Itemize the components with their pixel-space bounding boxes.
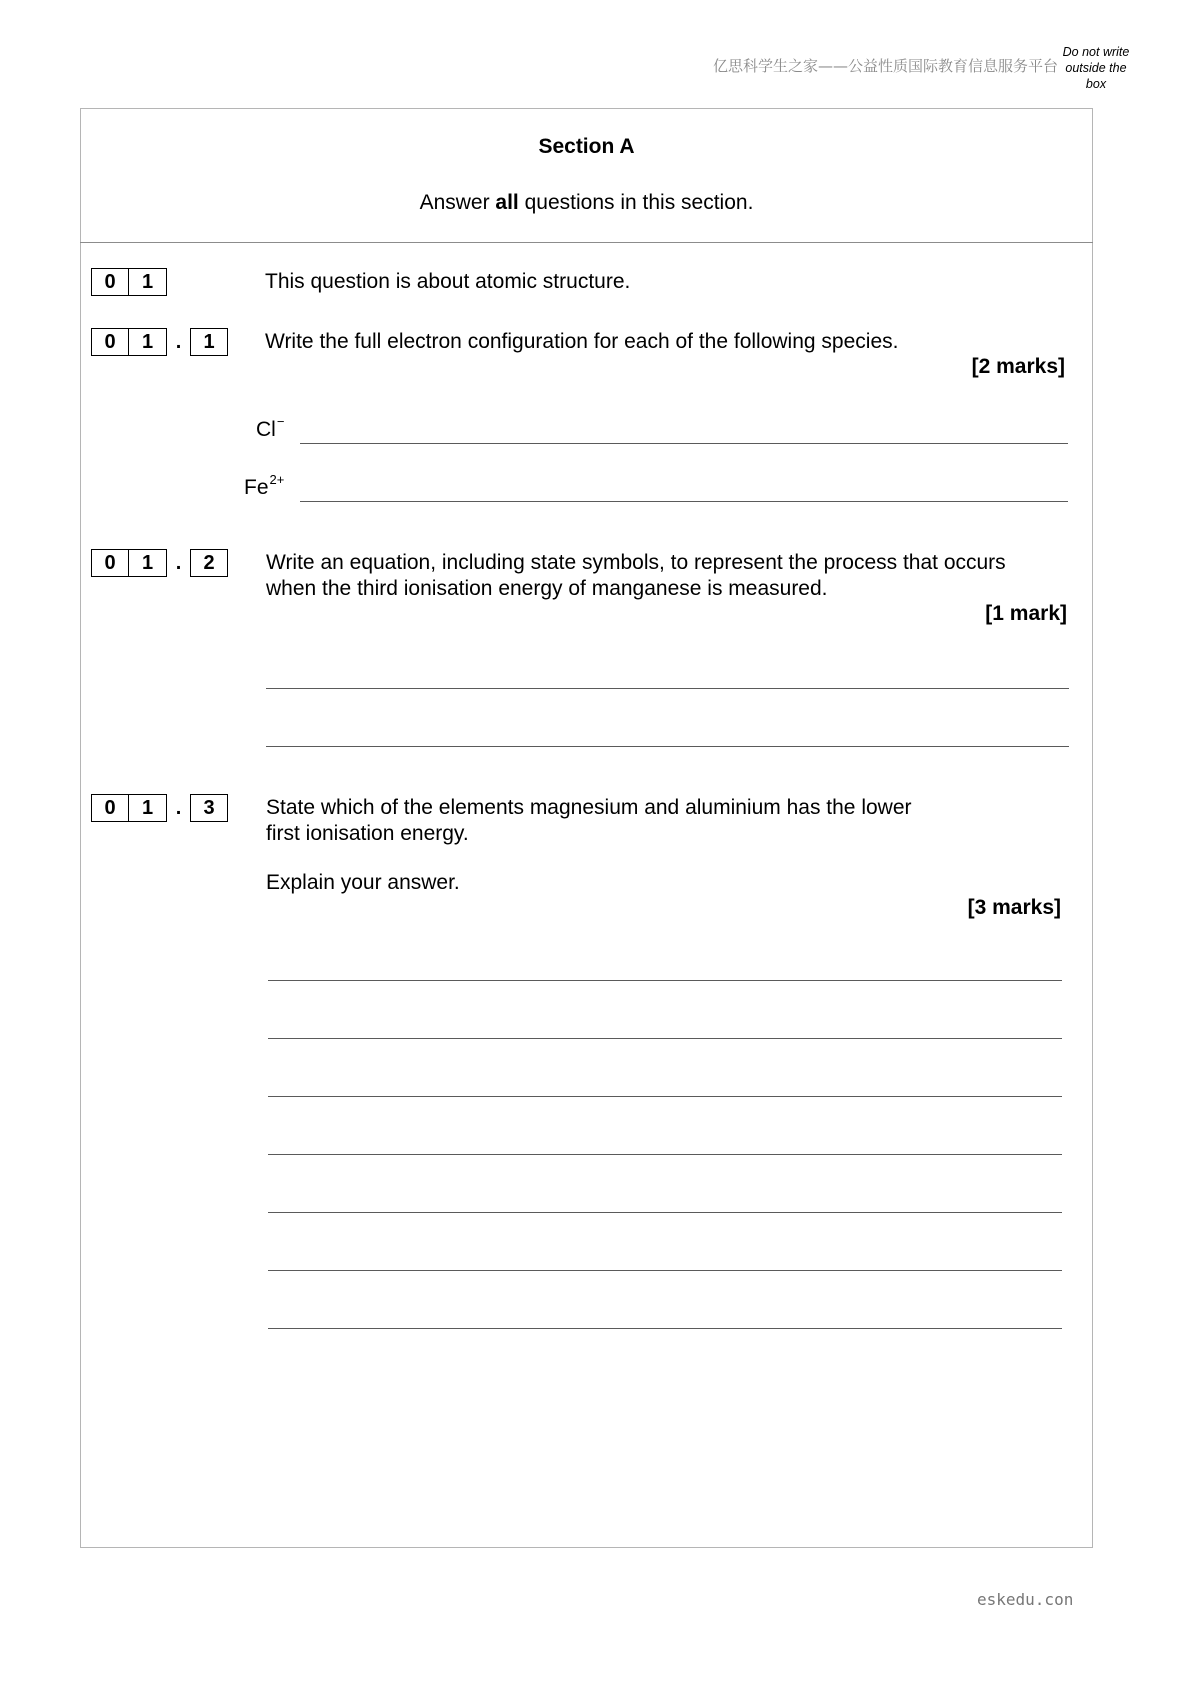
question-digit: 0 (91, 328, 129, 356)
question-01-2-marks: [1 mark] (985, 602, 1067, 625)
answer-box-frame (80, 108, 1093, 1548)
question-part-digit: 1 (190, 328, 228, 356)
answer-line-chloride[interactable] (300, 443, 1068, 444)
section-header (80, 108, 1093, 243)
answer-line[interactable] (268, 1038, 1062, 1039)
species-chloride (256, 414, 285, 442)
question-01-3-line2: first ionisation energy. (266, 822, 469, 845)
question-number-01 (91, 268, 167, 296)
question-number-01-3 (91, 794, 228, 822)
section-instruction (80, 191, 1093, 215)
species-symbol: Cl (256, 418, 276, 441)
question-01-stem: This question is about atomic structure. (265, 270, 631, 293)
question-dot: . (175, 330, 182, 353)
question-01-3-line1: State which of the elements magnesium and aluminium has the lower (266, 796, 912, 819)
answer-line[interactable] (268, 1096, 1062, 1097)
question-digit: 1 (129, 328, 167, 356)
species-charge: − (276, 414, 285, 429)
question-dot: . (175, 796, 182, 819)
question-01-2-line2: when the third ionisation energy of manganese is measured. (266, 577, 828, 600)
question-digit: 1 (129, 794, 167, 822)
question-01-2-line1: Write an equation, including state symbols, to represent the process that occurs (266, 551, 1006, 574)
question-01-3-line3: Explain your answer. (266, 871, 460, 894)
question-part-digit: 2 (190, 549, 228, 577)
footer-site: eskedu.con (977, 1590, 1074, 1609)
question-01-1-text: Write the full electron configuration for each of the following species. (265, 330, 899, 353)
answer-line[interactable] (266, 746, 1069, 747)
question-part-digit: 3 (190, 794, 228, 822)
answer-line[interactable] (268, 980, 1062, 981)
section-title: Section A (538, 135, 635, 158)
instruction-bold: all (495, 191, 519, 214)
question-digit: 0 (91, 268, 129, 296)
answer-line[interactable] (266, 688, 1069, 689)
question-01-3-marks: [3 marks] (967, 896, 1061, 919)
question-01-1-marks: [2 marks] (971, 355, 1065, 378)
question-digit: 1 (129, 268, 167, 296)
question-digit: 0 (91, 549, 129, 577)
answer-line[interactable] (268, 1212, 1062, 1213)
species-iron-ion (244, 472, 285, 500)
answer-line[interactable] (268, 1270, 1062, 1271)
species-symbol: Fe (244, 476, 269, 499)
answer-line[interactable] (268, 1154, 1062, 1155)
answer-line[interactable] (268, 1328, 1062, 1329)
question-digit: 0 (91, 794, 129, 822)
question-number-01-1 (91, 328, 228, 356)
question-number-01-2 (91, 549, 228, 577)
margin-note: Do not write outside the box (1062, 45, 1130, 91)
question-digit: 1 (129, 549, 167, 577)
instruction-pre: Answer (419, 191, 496, 214)
answer-line-iron[interactable] (300, 501, 1068, 502)
header-watermark: 亿思科学生之家——公益性质国际教育信息服务平台 (712, 57, 1058, 75)
question-dot: . (175, 551, 182, 574)
species-charge: 2+ (269, 472, 285, 487)
instruction-post: questions in this section. (518, 191, 754, 214)
